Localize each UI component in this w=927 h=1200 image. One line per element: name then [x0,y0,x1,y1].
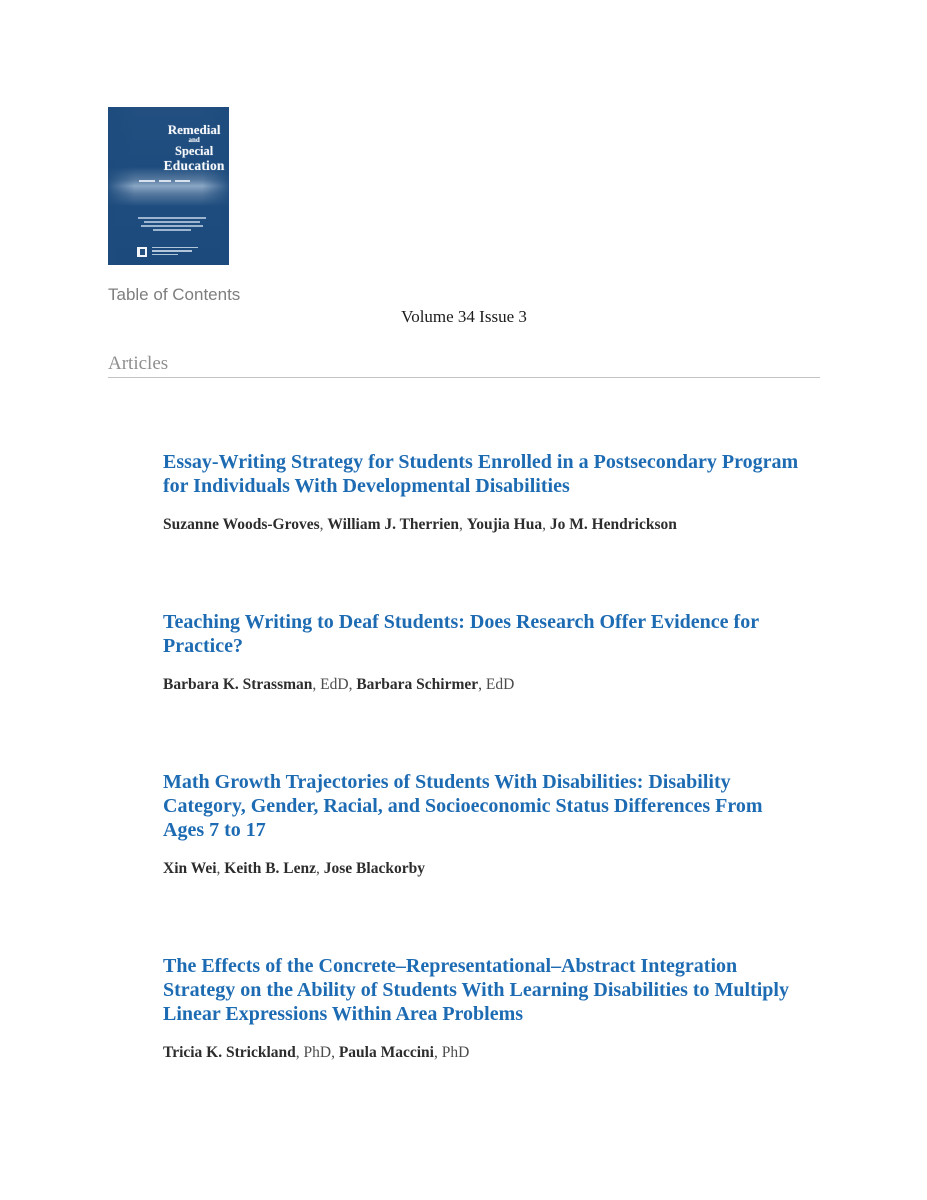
article-title-line: Strategy on the Ability of Students With Learning Disabilities to Multiply [163,979,789,1001]
article-title-link[interactable] [163,954,823,1026]
author-separator: , [348,676,357,693]
articles-section-header: Articles [108,353,169,374]
cover-title-line: Special [175,144,214,158]
author-separator: , [216,860,225,877]
article-authors [163,516,823,533]
article-title-line: for Individuals With Developmental Disabilities [163,475,570,497]
cover-title-line: Education [163,157,225,173]
author-name: Barbara Schirmer [356,676,479,693]
author-name: Paula Maccini [338,1044,434,1061]
cover-issue-band-decoration [130,180,200,182]
article-authors [163,1044,823,1061]
author-separator: , [542,516,550,533]
author-name: Tricia K. Strickland [163,1044,296,1061]
article-authors [163,860,823,877]
author-name: Youjia Hua [466,516,543,533]
author-separator: , [319,516,328,533]
cover-title-line: and [188,136,200,144]
cover-title-line: Remedial [167,122,221,137]
article-title-line: Ages 7 to 17 [163,819,266,841]
author-name: Xin Wei [163,860,217,877]
author-degree-suffix: , EdD [478,676,515,693]
article-authors [163,676,823,693]
article-title-line: Math Growth Trajectories of Students With Disabilities: Disability [163,771,731,793]
volume-issue-label: Volume 34 Issue 3 [401,307,527,326]
author-separator: , [316,860,324,877]
cover-blurb-decoration [123,217,222,233]
author-name: Jo M. Hendrickson [549,516,677,533]
journal-cover-title [161,123,227,172]
article-title-link[interactable] [163,450,823,498]
article-entry [163,954,823,1061]
article-title-line: Linear Expressions Within Area Problems [163,1003,524,1025]
author-name: William J. Therrien [327,516,459,533]
article-entry [163,450,823,533]
table-of-contents-label: Table of Contents [108,285,241,304]
author-degree-suffix: , PhD [434,1044,470,1061]
article-title-line: Category, Gender, Racial, and Socioeconomic Status Differences From [163,795,763,817]
article-list [163,450,823,1138]
article-title-line: Practice? [163,635,243,657]
publisher-text-decoration [152,247,198,258]
journal-cover-image[interactable] [108,107,229,265]
author-name: Barbara K. Strassman [163,676,313,693]
author-separator: , [331,1044,339,1061]
article-title-line: Teaching Writing to Deaf Students: Does Research Offer Evidence for [163,611,760,633]
article-title-link[interactable] [163,610,823,658]
article-title-line: Essay-Writing Strategy for Students Enrolled in a Postsecondary Program [163,451,799,473]
author-name: Suzanne Woods-Groves [163,516,320,533]
cover-publisher-logo [137,247,198,258]
author-degree-suffix: , PhD [295,1044,332,1061]
author-separator: , [458,516,467,533]
article-entry [163,610,823,693]
article-title-line: The Effects of the Concrete–Representational–Abstract Integration [163,955,738,977]
section-divider [108,377,820,378]
author-name: Keith B. Lenz [224,860,317,877]
article-title-link[interactable] [163,770,823,842]
author-name: Jose Blackorby [323,860,425,877]
article-entry [163,770,823,877]
author-degree-suffix: , EdD [312,676,349,693]
publisher-logo-icon [137,247,147,257]
